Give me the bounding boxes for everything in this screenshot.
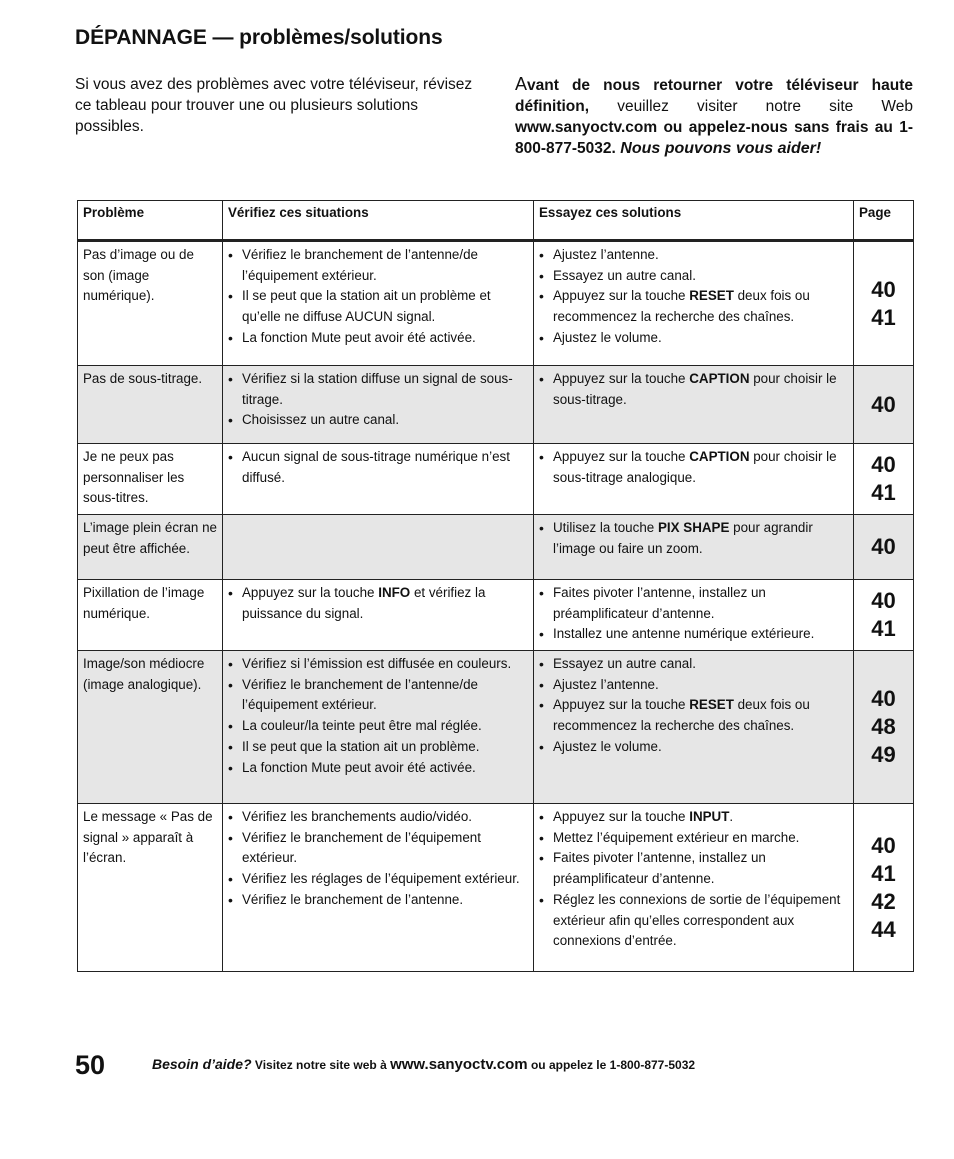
text-part: pour agrandir l’image ou faire un zoom. [553,520,813,556]
bullet-list [228,369,528,431]
bullet-list [539,807,848,952]
text-part: pour choisir le sous-titrage analogique. [553,449,837,485]
bullet-list [228,245,528,349]
bullet-list [228,654,528,778]
list-item: • Vérifiez les réglages de l’équipement extérieur. [228,869,528,890]
problem-cell: Je ne peux pas personnaliser les sous-titres. [78,444,223,515]
page-ref-cell: 40 41 [854,444,914,515]
page-ref-cell: 40 41 [854,241,914,366]
solutions-cell [534,241,854,366]
list-item: • Aucun signal de sous-titrage numérique n’est diffusé. [228,447,528,488]
text-part: Appuyez sur la touche [553,371,690,386]
header-page: Page [854,201,914,241]
list-item: • Vérifiez si la station diffuse un signal de sous-titrage. [228,369,528,410]
text-part: . [729,809,734,824]
text-part: Appuyez sur la touche [553,449,690,464]
table-row [78,804,914,972]
list-item: • Faites pivoter l’antenne, installez un préamplificateur d’antenne. [539,848,848,889]
table-row [78,580,914,651]
intro-bold-lead: vant de nous retourner votre téléviseur haute définition, [515,77,913,115]
solutions-cell [534,444,854,515]
key-name: CAPTION [689,371,750,386]
key-name: INFO [378,585,411,600]
page-title: DÉPANNAGE — problèmes/solutions [75,26,443,49]
checks-cell [223,444,534,515]
intro-normal-text: veuillez visiter notre site Web [589,98,913,115]
bullet-list [228,807,528,911]
footer-visit: Visitez notre site web à [251,1058,391,1072]
checks-cell [223,241,534,366]
key-name: PIX SHAPE [657,520,730,535]
footer-url-link[interactable]: www.sanyoctv.com [390,1056,528,1073]
list-item: • Ajustez le volume. [539,737,848,758]
table-row [78,241,914,366]
list-item: • Ajustez le volume. [539,328,848,349]
bullet-list [228,447,528,488]
header-solutions: Essayez ces solutions [534,201,854,241]
list-item [539,447,848,488]
page-ref-cell: 40 [854,515,914,580]
text-part: et vérifiez la puissance du signal. [242,585,486,621]
list-item [539,286,848,327]
text-part: Appuyez sur la touche [242,585,379,600]
page-ref-cell: 40 48 49 [854,651,914,804]
list-item: • Vérifiez le branchement de l’antenne. [228,890,528,911]
list-item: • Il se peut que la station ait un problème et qu’elle ne diffuse AUCUN signal. [228,286,528,327]
intro-help-phrase: Nous pouvons vous aider! [615,140,822,157]
list-item: • Vérifiez si l’émission est diffusée en couleurs. [228,654,528,675]
page-number: 50 [75,1050,106,1080]
problem-cell: Pixillation de l’image numérique. [78,580,223,651]
bullet-list [539,245,848,349]
table-row [78,651,914,804]
header-problem: Problème [78,201,223,241]
solutions-cell [534,651,854,804]
page-ref-cell: 40 [854,366,914,444]
intro-right-paragraph [515,74,913,159]
table-row [78,444,914,515]
solutions-cell [534,804,854,972]
list-item: • La fonction Mute peut avoir été activée. [228,328,528,349]
list-item: • Vérifiez le branchement de l’équipement extérieur. [228,828,528,869]
text-part: Appuyez sur la touche [553,809,690,824]
bullet-list [228,583,528,624]
list-item [539,369,848,410]
table-row [78,366,914,444]
problem-cell: Pas d’image ou de son (image numérique). [78,241,223,366]
list-item: • Ajustez l’antenne. [539,245,848,266]
footer-help-line [152,1056,695,1073]
solutions-cell [534,580,854,651]
bullet-list [539,447,848,488]
text-part: Appuyez sur la touche [553,288,690,304]
key-name: RESET [689,697,734,713]
solutions-cell [534,515,854,580]
text-part: deux fois ou recommencez la recherche des chaînes. [553,288,810,325]
list-item: • Vérifiez le branchement de l’antenne/de l’équipement extérieur. [228,675,528,716]
list-item: • Ajustez l’antenne. [539,675,848,696]
list-item: • Il se peut que la station ait un problème. [228,737,528,758]
list-item: • Essayez un autre canal. [539,654,848,675]
intro-left-paragraph: Si vous avez des problèmes avec votre téléviseur, révisez ce tableau pour trouver une ou plusieurs solutions possibles. [75,76,473,135]
key-name: INPUT [689,809,730,824]
list-item [539,807,848,828]
problem-cell: Image/son médiocre (image analogique). [78,651,223,804]
bullet-list [539,583,848,645]
list-item: • Faites pivoter l’antenne, installez un préamplificateur d’antenne. [539,583,848,624]
list-item: • La fonction Mute peut avoir été activée. [228,758,528,779]
list-item [539,518,848,559]
list-item: • Essayez un autre canal. [539,266,848,287]
list-item: • Réglez les connexions de sortie de l’équipement extérieur afin qu’elles correspondent aux connexions d’entrée. [539,890,848,952]
list-item: • Installez une antenne numérique extérieure. [539,624,848,645]
page-ref-cell: 40 41 42 44 [854,804,914,972]
text-part: Utilisez la touche [553,520,658,535]
troubleshooting-table [77,200,914,972]
problem-cell: L’image plein écran ne peut être affichée. [78,515,223,580]
text-part: Appuyez sur la touche [553,697,690,713]
key-name: CAPTION [689,449,750,464]
checks-cell [223,366,534,444]
list-item [539,695,848,736]
header-checks: Vérifiez ces situations [223,201,534,241]
text-part: pour choisir le sous-titrage. [553,371,837,407]
checks-cell [223,651,534,804]
page-ref-cell: 40 41 [854,580,914,651]
table-header-row [78,201,914,241]
bullet-list [539,369,848,410]
list-item: • Vérifiez le branchement de l’antenne/de l’équipement extérieur. [228,245,528,286]
table-row [78,515,914,580]
footer-call: ou appelez le 1-800-877-5032 [527,1058,696,1072]
key-name: RESET [689,288,734,304]
solutions-cell [534,366,854,444]
bullet-list [539,654,848,758]
list-item: • Choisissez un autre canal. [228,410,528,431]
intro-contact: www.sanyoctv.com ou appelez-nous sans frais au 1-800-877-5032. [515,119,913,157]
checks-cell [223,515,534,580]
bullet-list [539,518,848,559]
checks-cell [223,580,534,651]
intro-drop-letter: A [515,74,528,94]
checks-cell [223,804,534,972]
footer-besoin: Besoin d’aide? [152,1056,252,1072]
problem-cell: Pas de sous-titrage. [78,366,223,444]
list-item: • La couleur/la teinte peut être mal réglée. [228,716,528,737]
list-item: • Mettez l’équipement extérieur en marche. [539,828,848,849]
table-body [78,241,914,972]
list-item: • Vérifiez les branchements audio/vidéo. [228,807,528,828]
list-item [228,583,528,624]
problem-cell: Le message « Pas de signal » apparaît à l’écran. [78,804,223,972]
text-part: deux fois ou recommencez la recherche des chaînes. [553,697,810,734]
